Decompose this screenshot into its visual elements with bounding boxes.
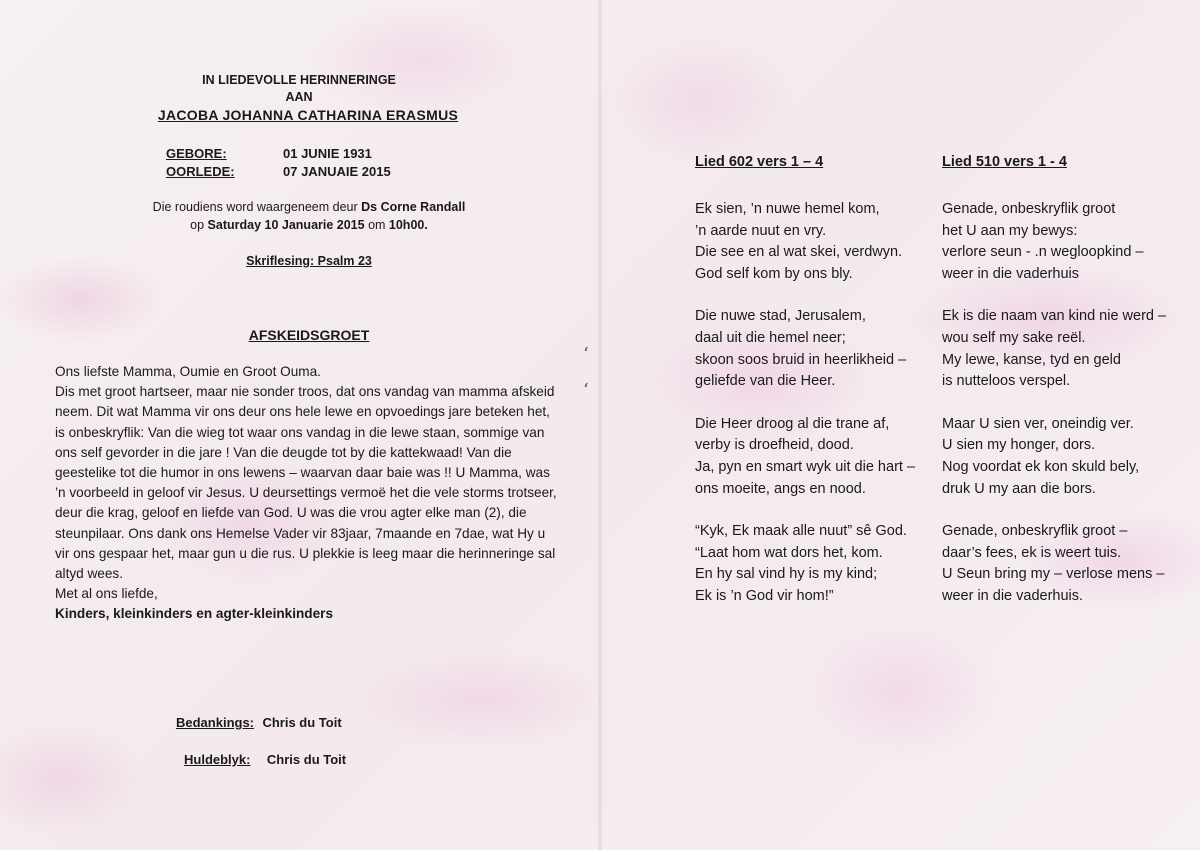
tribute-line: Dis met groot hartseer, maar nie sonder troos, dat ons vandag van mamma afskeid [55,384,555,400]
verse-line: “Laat hom wat dors het, kom. [695,544,883,561]
verse-line: verby is droefheid, dood. [695,437,854,454]
service-officiant-prefix: Die roudiens word waargeneem deur [152,200,362,214]
tribute-line: altyd wees. [55,566,124,582]
verse-line: Die nuwe stad, Jerusalem, [695,308,866,325]
born-label: GEBORE: [166,146,227,161]
tribute-line: vir ons gespaar het, maar gun u die rus. U plekkie is leeg maar die herinneringe sal [55,545,556,561]
hymn-602 [695,154,915,608]
verse-line: U sien my honger, dors. [942,437,1096,454]
eulogy-line [184,751,346,769]
hymn-verse [942,521,1166,607]
service-date: Saturday 10 Januarie 2015 [207,218,365,232]
thanks-label: Bedankings: [176,715,255,730]
verse-line: En hy sal vind hy is my kind; [695,566,878,583]
hymn-verse [942,199,1166,285]
verse-line: ons moeite, angs en nood. [695,480,866,497]
died-label: OORLEDE: [166,164,235,179]
verse-line: het U aan my bewys: [942,222,1078,239]
verse-line: Nog voordat ek kon skuld bely, [942,458,1140,475]
fold-mark-icon: ‘ [583,344,589,365]
farewell-title: AFSKEIDSGROET [248,327,370,343]
verse-line: Genade, onbeskryflik groot [942,201,1116,217]
tribute-line: is onbeskryflik: Van die wieg tot waar ons vandag in die lewe staan, sommige van [55,424,545,440]
hymn-510 [942,154,1166,608]
hymn-verse [695,521,915,607]
hymn-verse [942,306,1166,392]
fold-mark-icon: ‘ [583,380,589,401]
verse-line: Ek sien, ’n nuwe hemel kom, [695,201,880,217]
verse-line: God self kom by ons bly. [695,265,853,282]
verse-line: Genade, onbeskryflik groot – [942,523,1128,540]
verse-line: weer in die vaderhuis [942,265,1080,282]
verse-line: U Seun bring my – verlose mens – [942,566,1165,583]
verse-line: “Kyk, Ek maak alle nuut” sê God. [695,523,907,540]
eulogy-name: Chris du Toit [266,752,347,767]
verse-line: Ek is ’n God vir hom!” [695,587,834,604]
tribute-line: deur die krag, geloof en liefde van God. U was die vrou agter elke man (2), die [55,505,527,521]
verse-line: My lewe, kanse, tyd en geld [942,351,1121,368]
tribute-signoff: Kinders, kleinkinders en agter-kleinkinders [55,606,334,622]
verse-line: druk U my aan die bors. [942,480,1096,497]
verse-line: Ek is die naam van kind nie werd – [942,308,1167,325]
service-date-line [0,218,618,232]
tribute-line: Ons liefste Mamma, Oumie en Groot Ouma. [55,364,321,379]
verse-line: ’n aarde nuut en vry. [695,222,827,239]
right-page [602,0,1200,850]
deceased-name: JACOBA JOHANNA CATHARINA ERASMUS [157,107,459,123]
verse-line: weer in die vaderhuis. [942,587,1084,604]
thanks-line [176,714,342,732]
memorial-heading-aan: AAN [285,90,313,104]
verse-line: skoon soos bruid in heerlikheid – [695,351,907,368]
tribute-line: steunpilaar. Ons dank ons Hemelse Vader vir 83jaar, 7maande en 7dae, wat Hy u [55,525,546,541]
hymn-602-title: Lied 602 vers 1 – 4 [695,154,824,170]
tribute-line: Met al ons liefde, [55,586,158,602]
verse-line: Die Heer droog al die trane af, [695,415,890,432]
verse-line: wou self my sake reël. [942,329,1086,346]
born-date: 01 JUNIE 1931 [283,146,372,161]
verse-line: is nutteloos verspel. [942,373,1071,390]
hymn-510-title: Lied 510 vers 1 - 4 [942,154,1067,170]
died-date: 07 JANUAIE 2015 [283,164,391,179]
hymn-verse [695,414,915,500]
hymn-verse [942,414,1166,500]
verse-line: Die see en al wat skei, verdwyn. [695,244,903,261]
verse-line: verlore seun - .n wegloopkind – [942,244,1144,261]
verse-line: Maar U sien ver, oneindig ver. [942,415,1134,432]
tribute-line: geestelike tot die humor in ons lewens – waarvan daar baie was !! U Mamma, was [55,465,550,481]
service-officiant-line [0,200,618,214]
service-date-middle: om [364,218,389,232]
verse-line: Ja, pyn en smart wyk uit die hart – [695,458,916,475]
verse-line: daal uit die hemel neer; [695,329,846,346]
officiant-name: Ds Corne Randall [361,200,466,214]
hymn-verse [695,199,915,285]
memorial-heading: IN LIEDEVOLLE HERINNERINGE [202,73,396,87]
left-page [0,0,598,850]
tribute-line: ons self gevorder in die jare ! Van die deugde tot by die kattekwaad! Van die [55,444,512,460]
eulogy-label: Huldeblyk: [184,752,251,767]
verse-line: daar’s fees, ek is weert tuis. [942,544,1122,561]
hymn-verse [695,306,915,392]
service-time: 10h00. [388,218,428,232]
thanks-name: Chris du Toit [262,715,342,730]
verse-line: geliefde van die Heer. [695,373,836,390]
scripture-reading: Skriflesing: Psalm 23 [246,254,372,268]
tribute-line: ’n voorbeeld in geloof vir Jesus. U deursettings vermoë het die vele storms trotseer, [55,485,557,501]
tribute-line: neem. Dit wat Mamma vir ons deur ons hele lewe en opvoedings jare beteken het, [55,404,550,420]
service-date-prefix: op [190,218,208,232]
farewell-tribute [55,362,565,625]
